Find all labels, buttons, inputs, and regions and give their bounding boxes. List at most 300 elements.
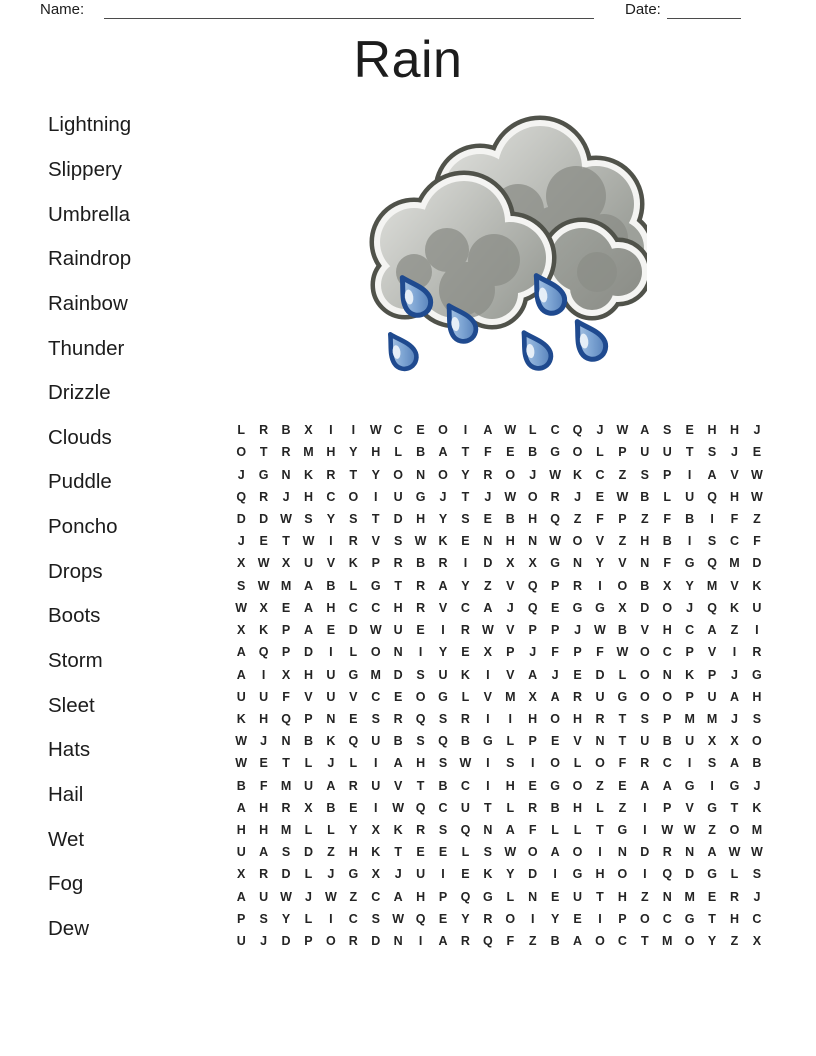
grid-letter: X	[730, 734, 739, 749]
grid-letter: E	[528, 778, 537, 793]
grid-letter: Y	[506, 867, 515, 882]
grid-letter: P	[304, 934, 313, 949]
grid-letter: V	[438, 600, 448, 615]
grid-letter: B	[550, 800, 560, 815]
grid-letter: T	[596, 823, 604, 838]
grid-letter: X	[371, 867, 380, 882]
grid-letter: T	[282, 534, 290, 549]
grid-letter: H	[662, 623, 672, 638]
grid-letter: P	[573, 645, 582, 660]
grid-letter: I	[530, 911, 535, 926]
grid-letter: C	[438, 800, 448, 815]
grid-letter: P	[281, 645, 291, 660]
grid-letter: Y	[438, 511, 448, 526]
grid-letter: N	[416, 467, 426, 482]
grid-letter: A	[438, 578, 448, 593]
grid-letter: I	[329, 423, 333, 438]
grid-letter: C	[371, 600, 381, 615]
grid-letter: T	[349, 467, 358, 482]
grid-letter: W	[616, 423, 629, 438]
grid-letter: D	[393, 511, 403, 526]
grid-letter: I	[643, 823, 647, 838]
grid-letter: L	[394, 445, 402, 460]
grid-letter: A	[303, 623, 313, 638]
grid-letter: H	[371, 445, 381, 460]
grid-letter: S	[438, 823, 448, 838]
grid-letter: P	[550, 578, 560, 593]
word-item: Drizzle	[48, 381, 111, 405]
grid-letter: O	[326, 934, 336, 949]
grid-letter: L	[506, 889, 515, 904]
word-list	[48, 103, 131, 951]
grid-letter: K	[573, 467, 583, 482]
word-item: Lightning	[48, 113, 132, 137]
grid-letter: J	[731, 711, 738, 726]
grid-letter: U	[640, 445, 650, 460]
grid-letter: G	[617, 823, 628, 838]
grid-letter: Q	[550, 511, 560, 526]
grid-letter: S	[438, 756, 448, 771]
grid-letter: P	[707, 667, 717, 682]
grid-letter: U	[259, 889, 269, 904]
grid-letter: S	[640, 711, 649, 726]
grid-letter: Z	[618, 467, 627, 482]
grid-letter: J	[574, 623, 582, 638]
grid-letter: F	[663, 511, 672, 526]
grid-letter: Q	[707, 600, 717, 615]
grid-letter: A	[573, 934, 583, 949]
grid-letter: W	[616, 645, 629, 660]
word-item: Drops	[48, 559, 103, 583]
grid-letter: T	[618, 711, 627, 726]
word-item: Storm	[48, 649, 103, 672]
grid-letter: W	[751, 489, 763, 504]
grid-letter: U	[573, 889, 583, 904]
grid-letter: V	[595, 534, 605, 549]
grid-letter: R	[416, 823, 426, 838]
grid-letter: W	[616, 489, 629, 504]
grid-letter: J	[282, 489, 290, 504]
grid-letter: U	[326, 667, 336, 682]
grid-letter: A	[707, 623, 717, 638]
grid-letter: Z	[730, 934, 739, 949]
grid-letter: M	[706, 578, 718, 593]
grid-letter: A	[662, 778, 672, 793]
grid-letter: T	[259, 445, 268, 460]
grid-letter: K	[752, 800, 762, 815]
grid-letter: C	[393, 423, 403, 438]
grid-letter: J	[305, 889, 312, 904]
grid-letter: E	[483, 511, 493, 526]
grid-letter: R	[640, 756, 650, 771]
grid-letter: U	[640, 734, 650, 749]
grid-letter: C	[662, 911, 672, 926]
grid-letter: V	[707, 645, 717, 660]
grid-letter: N	[617, 845, 627, 860]
grid-letter: S	[752, 867, 762, 882]
grid-letter: M	[662, 934, 673, 949]
grid-letter: M	[370, 667, 381, 682]
grid-letter: E	[259, 756, 268, 771]
grid-letter: H	[505, 778, 515, 793]
grid-letter: H	[416, 511, 426, 526]
grid-letter: X	[237, 556, 246, 571]
grid-letter: C	[550, 423, 560, 438]
grid-letter: V	[730, 467, 739, 482]
grid-letter: V	[393, 778, 403, 793]
grid-letter: R	[259, 867, 269, 882]
grid-letter: S	[259, 911, 268, 926]
grid-letter: I	[261, 667, 266, 682]
grid-letter: I	[643, 800, 647, 815]
grid-letter: W	[481, 623, 494, 638]
grid-letter: O	[438, 467, 448, 482]
grid-letter: S	[371, 911, 380, 926]
grid-letter: L	[304, 756, 313, 771]
grid-letter: A	[505, 823, 515, 838]
grid-letter: X	[304, 800, 313, 815]
page-title: Rain	[353, 31, 463, 89]
grid-letter: J	[529, 467, 537, 482]
grid-letter: X	[371, 823, 380, 838]
grid-letter: U	[303, 778, 313, 793]
grid-letter: C	[662, 756, 672, 771]
grid-letter: K	[371, 845, 381, 860]
grid-letter: L	[461, 845, 470, 860]
grid-letter: O	[505, 467, 516, 482]
grid-letter: Q	[707, 489, 717, 504]
grid-letter: O	[527, 489, 538, 504]
grid-letter: C	[326, 489, 336, 504]
grid-letter: P	[618, 511, 627, 526]
grid-letter: A	[236, 667, 246, 682]
grid-letter: W	[728, 845, 741, 860]
grid-letter: P	[528, 623, 537, 638]
grid-letter: F	[282, 689, 290, 704]
grid-letter: Q	[572, 423, 583, 438]
grid-letter: H	[326, 445, 336, 460]
grid-letter: S	[506, 756, 515, 771]
grid-letter: A	[483, 600, 493, 615]
grid-letter: T	[708, 911, 716, 926]
grid-letter: K	[236, 711, 246, 726]
grid-letter: P	[663, 800, 672, 815]
grid-letter: N	[281, 734, 291, 749]
grid-letter: U	[371, 778, 381, 793]
grid-letter: X	[528, 689, 537, 704]
grid-letter: G	[595, 600, 605, 615]
grid-letter: W	[235, 600, 248, 615]
grid-letter: S	[707, 534, 717, 549]
grid-letter: Z	[327, 845, 335, 860]
grid-letter: K	[685, 667, 695, 682]
word-item: Puddle	[48, 470, 112, 494]
grid-letter: R	[416, 600, 426, 615]
grid-letter: O	[393, 467, 404, 482]
grid-letter: S	[663, 423, 672, 438]
grid-letter: L	[596, 800, 604, 815]
grid-letter: Q	[460, 823, 471, 838]
grid-letter: C	[371, 689, 381, 704]
grid-letter: H	[393, 600, 403, 615]
grid-letter: O	[639, 911, 650, 926]
grid-letter: Q	[527, 578, 538, 593]
grid-letter: B	[662, 534, 672, 549]
grid-letter: T	[640, 934, 649, 949]
grid-letter: C	[617, 934, 627, 949]
grid-letter: N	[640, 556, 650, 571]
grid-letter: I	[351, 423, 356, 438]
grid-letter: V	[685, 800, 694, 815]
grid-letter: R	[528, 800, 538, 815]
grid-letter: L	[506, 800, 515, 815]
grid-letter: C	[662, 645, 672, 660]
grid-letter: B	[326, 800, 336, 815]
grid-letter: D	[371, 934, 381, 949]
grid-letter: Q	[281, 711, 291, 726]
grid-letter: G	[684, 778, 695, 793]
grid-letter: I	[687, 467, 692, 482]
grid-letter: A	[326, 778, 336, 793]
grid-letter: Q	[707, 556, 717, 571]
grid-letter: J	[596, 423, 604, 438]
grid-letter: B	[438, 778, 448, 793]
word-item: Poncho	[48, 515, 118, 539]
grid-letter: K	[483, 867, 493, 882]
grid-letter: Q	[460, 889, 471, 904]
grid-letter: Z	[618, 800, 627, 815]
grid-letter: R	[595, 711, 605, 726]
grid-letter: G	[348, 867, 359, 882]
grid-letter: V	[506, 578, 515, 593]
grid-letter: A	[438, 934, 448, 949]
grid-letter: M	[751, 823, 763, 838]
grid-letter: C	[685, 623, 695, 638]
grid-letter: I	[598, 845, 602, 860]
grid-letter: G	[550, 445, 560, 460]
grid-letter: O	[684, 934, 695, 949]
grid-letter: A	[236, 645, 246, 660]
grid-letter: J	[394, 867, 402, 882]
grid-letter: E	[685, 423, 694, 438]
grid-letter: P	[550, 623, 560, 638]
grid-letter: R	[662, 845, 672, 860]
grid-letter: I	[486, 778, 490, 793]
word-item: Dew	[48, 916, 90, 940]
grid-letter: I	[329, 534, 333, 549]
grid-letter: J	[327, 867, 335, 882]
grid-letter: X	[528, 556, 537, 571]
grid-letter: G	[684, 556, 695, 571]
grid-letter: X	[663, 578, 672, 593]
word-item: Hail	[48, 782, 84, 806]
grid-letter: Z	[730, 623, 739, 638]
grid-letter: N	[595, 734, 605, 749]
grid-letter: Z	[640, 889, 649, 904]
grid-letter: G	[438, 689, 448, 704]
grid-letter: O	[527, 845, 538, 860]
grid-letter: O	[595, 934, 605, 949]
raindrop-icon	[513, 326, 555, 373]
grid-letter: W	[661, 823, 674, 838]
grid-letter: T	[282, 756, 290, 771]
grid-letter: X	[752, 934, 762, 949]
grid-letter: L	[304, 823, 313, 838]
grid-letter: E	[326, 623, 336, 638]
grid-letter: K	[259, 623, 269, 638]
grid-letter: E	[438, 911, 448, 926]
grid-letter: K	[460, 667, 470, 682]
date-label: Date:	[625, 1, 661, 18]
grid-letter: H	[528, 511, 538, 526]
grid-letter: I	[463, 556, 468, 571]
grid-letter: R	[348, 934, 358, 949]
grid-letter: L	[573, 756, 582, 771]
grid-letter: D	[528, 867, 538, 882]
grid-letter: L	[730, 867, 739, 882]
grid-letter: B	[416, 445, 426, 460]
grid-letter: C	[752, 911, 762, 926]
grid-letter: P	[663, 711, 672, 726]
grid-letter: U	[236, 845, 246, 860]
grid-letter: M	[280, 778, 292, 793]
grid-letter: Z	[596, 778, 604, 793]
grid-letter: N	[662, 889, 672, 904]
grid-letter: Z	[484, 578, 492, 593]
grid-letter: Z	[708, 823, 716, 838]
grid-letter: S	[304, 511, 313, 526]
grid-letter: R	[460, 623, 470, 638]
grid-letter: Q	[662, 867, 673, 882]
grid-letter: N	[326, 711, 336, 726]
grid-letter: A	[550, 845, 560, 860]
grid-letter: B	[662, 734, 672, 749]
grid-letter: H	[416, 756, 426, 771]
grid-letter: B	[752, 756, 762, 771]
grid-letter: H	[505, 534, 515, 549]
grid-letter: U	[371, 734, 381, 749]
grid-letter: P	[663, 467, 672, 482]
grid-letter: E	[461, 534, 470, 549]
grid-letter: Y	[461, 467, 470, 482]
grid-letter: O	[236, 445, 247, 460]
grid-letter: K	[326, 734, 336, 749]
grid-letter: H	[573, 711, 583, 726]
grid-letter: U	[685, 489, 695, 504]
grid-letter: F	[506, 934, 515, 949]
grid-letter: W	[683, 823, 696, 838]
grid-letter: U	[662, 445, 672, 460]
grid-letter: C	[348, 600, 358, 615]
grid-letter: Q	[527, 600, 538, 615]
grid-letter: O	[617, 578, 628, 593]
grid-letter: H	[752, 689, 762, 704]
grid-letter: L	[618, 667, 627, 682]
grid-letter: E	[393, 689, 403, 704]
grid-letter: W	[257, 556, 270, 571]
grid-letter: J	[237, 467, 245, 482]
grid-letter: S	[349, 511, 358, 526]
grid-letter: W	[504, 845, 517, 860]
grid-letter: A	[528, 667, 538, 682]
grid-letter: N	[528, 534, 538, 549]
grid-letter: L	[304, 867, 313, 882]
grid-letter: J	[327, 756, 335, 771]
grid-letter: H	[259, 800, 269, 815]
grid-letter: X	[483, 645, 493, 660]
grid-letter: B	[303, 734, 313, 749]
grid-letter: U	[707, 689, 717, 704]
grid-letter: X	[707, 734, 717, 749]
grid-letter: L	[237, 423, 246, 438]
grid-letter: J	[753, 423, 761, 438]
grid-letter: M	[303, 445, 314, 460]
grid-letter: D	[303, 645, 313, 660]
grid-letter: S	[237, 578, 246, 593]
grid-letter: J	[731, 445, 738, 460]
grid-letter: O	[617, 867, 628, 882]
grid-letter: L	[461, 689, 470, 704]
grid-letter: L	[304, 911, 313, 926]
grid-letter: D	[393, 667, 403, 682]
grid-letter: S	[483, 845, 493, 860]
grid-letter: C	[348, 911, 358, 926]
grid-letter: R	[348, 778, 358, 793]
grid-letter: L	[528, 423, 537, 438]
grid-letter: A	[483, 423, 493, 438]
grid-letter: P	[685, 645, 694, 660]
grid-letter: O	[438, 423, 448, 438]
grid-letter: V	[618, 556, 627, 571]
word-item: Fog	[48, 872, 84, 896]
grid-letter: S	[393, 534, 403, 549]
grid-letter: E	[573, 667, 582, 682]
grid-letter: T	[416, 778, 425, 793]
grid-letter: W	[235, 756, 248, 771]
grid-letter: L	[663, 489, 672, 504]
grid-letter: D	[348, 623, 358, 638]
grid-letter: S	[707, 756, 717, 771]
grid-letter: B	[528, 445, 538, 460]
grid-letter: K	[303, 467, 313, 482]
grid-letter: U	[752, 600, 762, 615]
name-write-line	[104, 0, 594, 19]
grid-letter: Z	[573, 511, 582, 526]
grid-letter: U	[416, 867, 426, 882]
grid-letter: J	[484, 489, 492, 504]
grid-letter: V	[371, 534, 380, 549]
grid-letter: H	[729, 423, 739, 438]
grid-letter: D	[303, 845, 313, 860]
grid-letter: O	[572, 445, 583, 460]
grid-letter: W	[280, 889, 292, 904]
grid-letter: L	[551, 823, 559, 838]
grid-letter: F	[551, 645, 559, 660]
date-write-line	[667, 0, 741, 19]
grid-letter: E	[461, 867, 470, 882]
grid-letter: I	[486, 711, 490, 726]
grid-letter: V	[326, 556, 336, 571]
grid-letter: M	[505, 689, 516, 704]
grid-letter: U	[460, 800, 470, 815]
grid-letter: U	[303, 556, 313, 571]
grid-letter: U	[393, 623, 403, 638]
grid-letter: U	[236, 689, 246, 704]
grid-letter: H	[259, 711, 269, 726]
grid-letter: J	[260, 734, 268, 749]
grid-letter: Y	[461, 911, 470, 926]
grid-letter: B	[236, 778, 246, 793]
